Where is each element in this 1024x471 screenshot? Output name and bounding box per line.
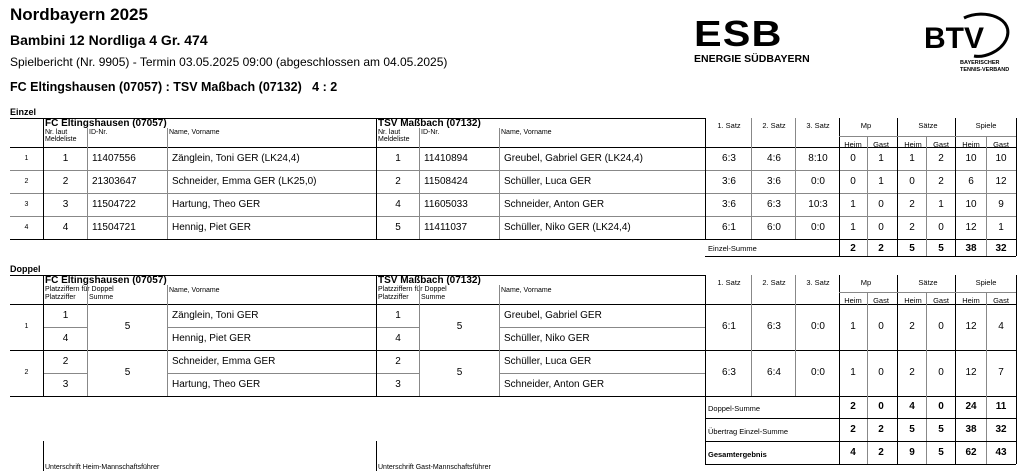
saetze-heim: 2 (909, 367, 915, 378)
doubles-col-platz-guest: Platzziffer (378, 294, 409, 301)
set1-score: 3:6 (722, 199, 736, 210)
guest-pz-1: 2 (395, 356, 401, 367)
home-pz-sum: 5 (124, 367, 131, 378)
mp-heim: 0 (850, 153, 856, 164)
doubles-col-set1: 1. Satz (717, 278, 741, 287)
mp-heim: 1 (850, 321, 856, 332)
guest-pz-sum: 5 (456, 321, 463, 332)
singles-sum-sa-gast: 5 (938, 243, 944, 254)
spiele-heim: 12 (965, 222, 977, 233)
saetze-gast: 2 (938, 176, 944, 187)
row-number: 2 (24, 178, 29, 185)
home-player-name: Schneider, Emma GER (LK25,0) (172, 176, 317, 187)
singles-col-set1: 1. Satz (717, 121, 741, 130)
singles-sum-label: Einzel-Summe (708, 244, 757, 253)
match-title (10, 80, 337, 94)
row-number: 2 (24, 369, 29, 376)
set3-score: 0:0 (811, 321, 825, 332)
singles-home-team: FC Eltingshausen (07057) (45, 118, 167, 129)
spiele-gast: 7 (998, 367, 1004, 378)
doubles-col-platz: Platzziffer (45, 294, 76, 301)
col-rank-line2: Meldeliste (378, 136, 410, 143)
doubles-guest-team: TSV Maßbach (07132) (378, 275, 481, 286)
saetze-heim: 1 (909, 153, 915, 164)
home-rank: 4 (62, 222, 69, 233)
singles-sum-mp-gast: 2 (878, 243, 884, 254)
carry-sum-saetze-heim: 5 (909, 424, 915, 435)
set1-score: 6:3 (722, 153, 736, 164)
guest-pz-2: 4 (395, 333, 401, 344)
doubles-col-sp-gast: Gast (993, 296, 1009, 305)
set2-score: 6:0 (767, 222, 781, 233)
mp-heim: 0 (850, 176, 856, 187)
singles-guest-team: TSV Maßbach (07132) (378, 118, 481, 129)
set1-score: 6:3 (722, 367, 736, 378)
mp-gast: 0 (878, 321, 884, 332)
set3-score: 0:0 (811, 176, 825, 187)
doubles-col-summe: Summe (89, 294, 114, 301)
singles-col-sa-gast: Gast (933, 140, 949, 149)
set1-score: 6:1 (722, 222, 736, 233)
guest-rank: 5 (395, 222, 401, 233)
esb-logo (694, 13, 810, 65)
report-line: Spielbericht (Nr. 9905) - Termin 03.05.2025 09:00 (abgeschlossen am 04.05.2025) (10, 55, 448, 69)
mp-gast: 1 (878, 176, 884, 187)
mp-heim: 1 (850, 367, 856, 378)
saetze-gast: 1 (938, 199, 944, 210)
saetze-gast: 0 (938, 222, 944, 233)
spiele-heim: 6 (968, 176, 974, 187)
home-player-name: Hennig, Piet GER (172, 222, 251, 233)
set3-score: 0:0 (811, 367, 825, 378)
singles-col-rank-guest (378, 129, 410, 143)
mp-heim: 1 (850, 222, 856, 233)
spiele-heim: 12 (965, 321, 977, 332)
total-saetze-gast: 5 (938, 447, 944, 458)
saetze-heim: 0 (909, 176, 915, 187)
set3-score: 8:10 (808, 153, 828, 164)
singles-col-set3: 3. Satz (806, 121, 830, 130)
doubles-col-name-guest: Name, Vorname (501, 287, 552, 294)
singles-col-id: ID-Nr. (89, 129, 108, 136)
home-pz-sum: 5 (124, 321, 131, 332)
singles-sum-sp-gast: 32 (995, 243, 1007, 254)
match-teams: FC Eltingshausen (07057) : TSV Maßbach (07132) (10, 80, 302, 94)
home-rank: 2 (62, 176, 69, 187)
btv-logo (924, 10, 1014, 80)
mp-gast: 1 (878, 153, 884, 164)
doubles-sum-saetze-heim: 4 (909, 401, 915, 412)
home-id: 11407556 (92, 153, 136, 164)
saetze-heim: 2 (909, 199, 915, 210)
guest-player-name: Schüller, Niko GER (504, 333, 590, 344)
home-pz-2: 4 (62, 333, 69, 344)
singles-col-set2: 2. Satz (762, 121, 786, 130)
guest-player-name: Schneider, Anton GER (504, 379, 605, 390)
carry-sum-mp-heim: 2 (850, 424, 856, 435)
doubles-col-name: Name, Vorname (169, 287, 220, 294)
singles-col-sa-heim: Heim (904, 140, 922, 149)
home-pz-1: 2 (62, 356, 69, 367)
btv-logo-text (960, 60, 1009, 74)
singles-col-mp-gast: Gast (873, 140, 889, 149)
doubles-sum-mp-heim: 2 (850, 401, 856, 412)
home-player-name: Zänglein, Toni GER (172, 310, 259, 321)
signature-home-label: Unterschrift Heim-Mannschaftsführer (45, 464, 160, 471)
esb-logo-mark: ESB (694, 13, 783, 54)
singles-col-name-guest: Name, Vorname (501, 129, 552, 136)
home-player-name: Hartung, Theo GER (172, 199, 261, 210)
row-number: 1 (24, 155, 29, 162)
doubles-home-team: FC Eltingshausen (07057) (45, 275, 167, 286)
saetze-gast: 0 (938, 321, 944, 332)
saetze-gast: 2 (938, 153, 944, 164)
singles-col-id-guest: ID-Nr. (421, 129, 440, 136)
doubles-col-sa-heim: Heim (904, 296, 922, 305)
carry-sum-spiele-gast: 32 (995, 424, 1007, 435)
mp-gast: 0 (878, 199, 884, 210)
match-score: 4 : 2 (312, 80, 338, 94)
singles-col-saetze: Sätze (918, 121, 938, 130)
singles-col-name: Name, Vorname (169, 129, 220, 136)
guest-player-name: Schüller, Niko GER (LK24,4) (504, 222, 631, 233)
doubles-sum-mp-gast: 0 (878, 401, 884, 412)
row-number: 4 (24, 224, 29, 231)
doubles-col-pz-guest: Platzziffern für Doppel (378, 286, 447, 293)
col-rank-line1: Nr. laut (45, 129, 68, 136)
carry-sum-saetze-gast: 5 (938, 424, 944, 435)
home-id: 21303647 (92, 176, 137, 187)
spiele-heim: 12 (965, 367, 977, 378)
spiele-gast: 12 (995, 176, 1007, 187)
home-player-name: Zänglein, Toni GER (LK24,4) (172, 153, 300, 164)
guest-id: 11411037 (424, 222, 468, 233)
singles-col-sp-heim: Heim (962, 140, 980, 149)
saetze-gast: 0 (938, 367, 944, 378)
home-pz-2: 3 (62, 379, 69, 390)
home-id: 11504722 (92, 199, 136, 210)
guest-rank: 1 (395, 153, 401, 164)
doubles-col-sp-heim: Heim (962, 296, 980, 305)
guest-pz-2: 3 (395, 379, 401, 390)
doubles-col-set2: 2. Satz (762, 278, 786, 287)
spiele-gast: 1 (998, 222, 1004, 233)
home-rank: 1 (62, 153, 69, 164)
doubles-col-mp-gast: Gast (873, 296, 889, 305)
total-spiele-gast: 43 (995, 447, 1007, 458)
home-player-name: Schneider, Emma GER (172, 356, 276, 367)
carry-sum-label: Übertrag Einzel-Summe (708, 427, 789, 436)
doubles-col-sa-gast: Gast (933, 296, 949, 305)
esb-logo-text: ENERGIE SÜDBAYERN (694, 53, 810, 65)
row-number: 1 (24, 323, 29, 330)
singles-col-spiele: Spiele (975, 121, 997, 130)
guest-player-name: Schüller, Luca GER (504, 356, 592, 367)
set2-score: 6:4 (767, 367, 781, 378)
row-number: 3 (24, 201, 29, 208)
carry-sum-spiele-heim: 38 (965, 424, 977, 435)
mp-gast: 0 (878, 367, 884, 378)
set2-score: 3:6 (767, 176, 781, 187)
guest-pz-1: 1 (395, 310, 401, 321)
doubles-col-set3: 3. Satz (806, 278, 830, 287)
total-mp-heim: 4 (850, 447, 856, 458)
singles-sum-sp-heim: 38 (965, 243, 977, 254)
doubles-col-summe-guest: Summe (421, 294, 446, 301)
mp-heim: 1 (850, 199, 856, 210)
singles-col-sp-gast: Gast (993, 140, 1009, 149)
doubles-col-saetze: Sätze (918, 278, 938, 287)
guest-player-name: Schneider, Anton GER (504, 199, 605, 210)
btv-logo-mark: BTV (924, 22, 984, 55)
home-rank: 3 (62, 199, 69, 210)
total-spiele-heim: 62 (965, 447, 977, 458)
carry-sum-mp-gast: 2 (878, 424, 884, 435)
total-label: Gesamtergebnis (708, 450, 767, 459)
set2-score: 4:6 (767, 153, 781, 164)
btv-line1: BAYERISCHER (960, 60, 1000, 66)
set2-score: 6:3 (767, 199, 781, 210)
home-player-name: Hennig, Piet GER (172, 333, 251, 344)
guest-rank: 4 (395, 199, 401, 210)
saetze-heim: 2 (909, 321, 915, 332)
singles-sum-sa-heim: 5 (909, 243, 915, 254)
set2-score: 6:3 (767, 321, 781, 332)
guest-player-name: Greubel, Gabriel GER (504, 310, 602, 321)
doubles-sum-saetze-gast: 0 (938, 401, 944, 412)
home-pz-1: 1 (62, 310, 69, 321)
singles-sum-mp-heim: 2 (850, 243, 856, 254)
col-rank-line2: Meldeliste (45, 136, 77, 143)
doubles-sum-spiele-heim: 24 (965, 401, 977, 412)
home-player-name: Hartung, Theo GER (172, 379, 261, 390)
set3-score: 0:0 (811, 222, 825, 233)
total-saetze-heim: 9 (909, 447, 915, 458)
spiele-gast: 10 (995, 153, 1007, 164)
doubles-sum-label: Doppel-Summe (708, 404, 761, 413)
page-title: Nordbayern 2025 (10, 5, 148, 24)
set3-score: 10:3 (808, 199, 828, 210)
saetze-heim: 2 (909, 222, 915, 233)
spiele-heim: 10 (965, 153, 977, 164)
guest-rank: 2 (395, 176, 401, 187)
doubles-col-pz: Platzziffern für Doppel (45, 286, 114, 293)
guest-id: 11605033 (424, 199, 468, 210)
signature-guest-label: Unterschrift Gast-Mannschaftsführer (378, 464, 491, 471)
singles-col-mp: Mp (860, 121, 872, 130)
doubles-col-spiele: Spiele (975, 278, 997, 287)
col-rank-line1: Nr. laut (378, 129, 401, 136)
btv-line2: TENNIS-VERBAND (960, 67, 1010, 73)
guest-player-name: Schüller, Luca GER (504, 176, 592, 187)
guest-pz-sum: 5 (456, 367, 463, 378)
guest-id: 11410894 (424, 153, 468, 164)
doubles-col-mp: Mp (860, 278, 872, 287)
guest-id: 11508424 (424, 176, 468, 187)
set1-score: 6:1 (722, 321, 736, 332)
singles-col-mp-heim: Heim (844, 140, 862, 149)
spiele-gast: 9 (998, 199, 1004, 210)
spiele-gast: 4 (998, 321, 1004, 332)
doubles-section-title: Doppel (10, 264, 41, 274)
singles-col-rank (45, 129, 77, 143)
mp-gast: 0 (878, 222, 884, 233)
singles-section-title: Einzel (10, 107, 37, 117)
home-id: 11504721 (92, 222, 136, 233)
doubles-col-mp-heim: Heim (844, 296, 862, 305)
doubles-sum-spiele-gast: 11 (995, 401, 1007, 412)
total-mp-gast: 2 (878, 447, 884, 458)
set1-score: 3:6 (722, 176, 736, 187)
guest-player-name: Greubel, Gabriel GER (LK24,4) (504, 153, 643, 164)
league-subtitle: Bambini 12 Nordliga 4 Gr. 474 (10, 32, 208, 48)
spiele-heim: 10 (965, 199, 977, 210)
